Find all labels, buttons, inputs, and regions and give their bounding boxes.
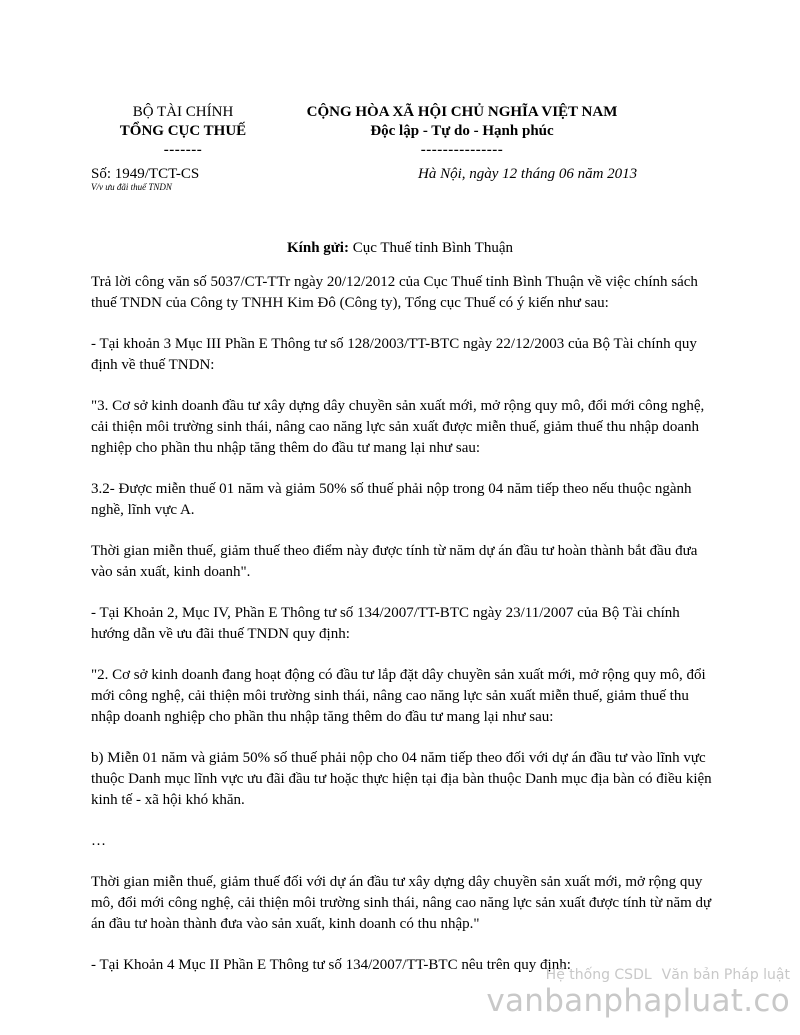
watermark-tagline-part1: Hệ thống CSDL — [545, 967, 652, 983]
watermark-tagline-part2: Văn bản Pháp luật — [661, 967, 790, 983]
body-paragraph: "3. Cơ sở kinh doanh đầu tư xây dựng dây chuyền sản xuất mới, mở rộng quy mô, đổi mới công nghệ, cải thiện môi trường sinh thái, nâng cao năng lực sản xuất được miễn thuế, giảm thuế thu nhập doanh nghiệp cho phần thu nhập tăng thêm do đầu tư mang lại như sau: — [91, 398, 705, 456]
document-number: Số: 1949/TCT-CS — [91, 166, 200, 182]
body-paragraph: - Tại khoản 3 Mục III Phần E Thông tư số 128/2003/TT-BTC ngày 22/12/2003 của Bộ Tài chính quy định về thuế TNDN: — [91, 336, 697, 373]
issue-date: Hà Nội, ngày 12 tháng 06 năm 2013 — [418, 166, 638, 182]
agency-separator: ------- — [163, 142, 203, 158]
body-paragraph: "2. Cơ sở kinh doanh đang hoạt động có đầu tư lắp đặt dây chuyền sản xuất mới, mở rộng quy mô, đổi mới công nghệ, cải thiện môi trường sinh thái, nâng cao năng lực sản xuất miễn thuế, giảm thuế thu nhập doanh nghiệp cho phần thu nhập tăng thêm do đầu tư mang lại như sau: — [91, 667, 706, 725]
body-paragraph: b) Miễn 01 năm và giảm 50% số thuế phải nộp cho 04 năm tiếp theo đối với dự án đầu tư vào lĩnh vực thuộc Danh mục lĩnh vực ưu đãi đầu tư hoặc thực hiện tại địa bàn thuộc Danh mục địa bàn có điều kiện kinh tế - xã hội khó khăn. — [91, 750, 712, 808]
document-subject: V/v ưu đãi thuế TNDN — [91, 182, 172, 192]
country-name: CỘNG HÒA XÃ HỘI CHỦ NGHĨA VIỆT NAM — [306, 104, 618, 120]
motto: Độc lập - Tự do - Hạnh phúc — [370, 123, 554, 139]
ministry-name: BỘ TÀI CHÍNH — [132, 104, 234, 120]
body-paragraph: Thời gian miễn thuế, giảm thuế đối với dự án đầu tư xây dựng dây chuyền sản xuất mới, mở rộng quy mô, đổi mới công nghệ, cải thiện môi trường sinh thái, nâng cao năng lực sản xuất được tính từ năm dự án đầu tư hoàn thành đưa vào sản xuất, kinh doanh có thu nhập." — [91, 874, 712, 932]
national-motto-block — [282, 103, 642, 160]
site-watermark — [486, 967, 790, 1017]
department-name: TỔNG CỤC THUẾ — [119, 123, 247, 139]
body-paragraph: - Tại Khoản 4 Mục II Phần E Thông tư số 134/2007/TT-BTC nêu trên quy định: — [91, 957, 571, 973]
recipient-name: Cục Thuế tỉnh Bình Thuận — [352, 240, 513, 256]
recipient-label: Kính gửi: — [287, 240, 349, 256]
body-paragraph: Trả lời công văn số 5037/CT-TTr ngày 20/12/2012 của Cục Thuế tỉnh Bình Thuận về việc chính sách thuế TNDN của Công ty TNHH Kim Đô (Công ty), Tổng cục Thuế có ý kiến như sau: — [91, 274, 698, 311]
watermark-domain: vanbanphapluat.co — [486, 983, 790, 1019]
motto-separator: --------------- — [420, 142, 504, 158]
recipient-line — [0, 238, 800, 258]
body-paragraph: Thời gian miễn thuế, giảm thuế theo điểm này được tính từ năm dự án đầu tư hoàn thành bắt đầu đưa vào sản xuất, kinh doanh". — [91, 543, 698, 580]
issuing-agency-block — [108, 103, 258, 160]
body-paragraph: - Tại Khoản 2, Mục IV, Phần E Thông tư số 134/2007/TT-BTC ngày 23/11/2007 của Bộ Tài chính hướng dẫn về ưu đãi thuế TNDN quy định: — [91, 605, 680, 642]
watermark-tagline — [486, 967, 790, 983]
document-body — [91, 272, 716, 996]
body-paragraph: … — [91, 833, 106, 849]
body-paragraph: 3.2- Được miễn thuế 01 năm và giảm 50% số thuế phải nộp trong 04 năm tiếp theo nếu thuộc ngành nghề, lĩnh vực A. — [91, 481, 692, 518]
